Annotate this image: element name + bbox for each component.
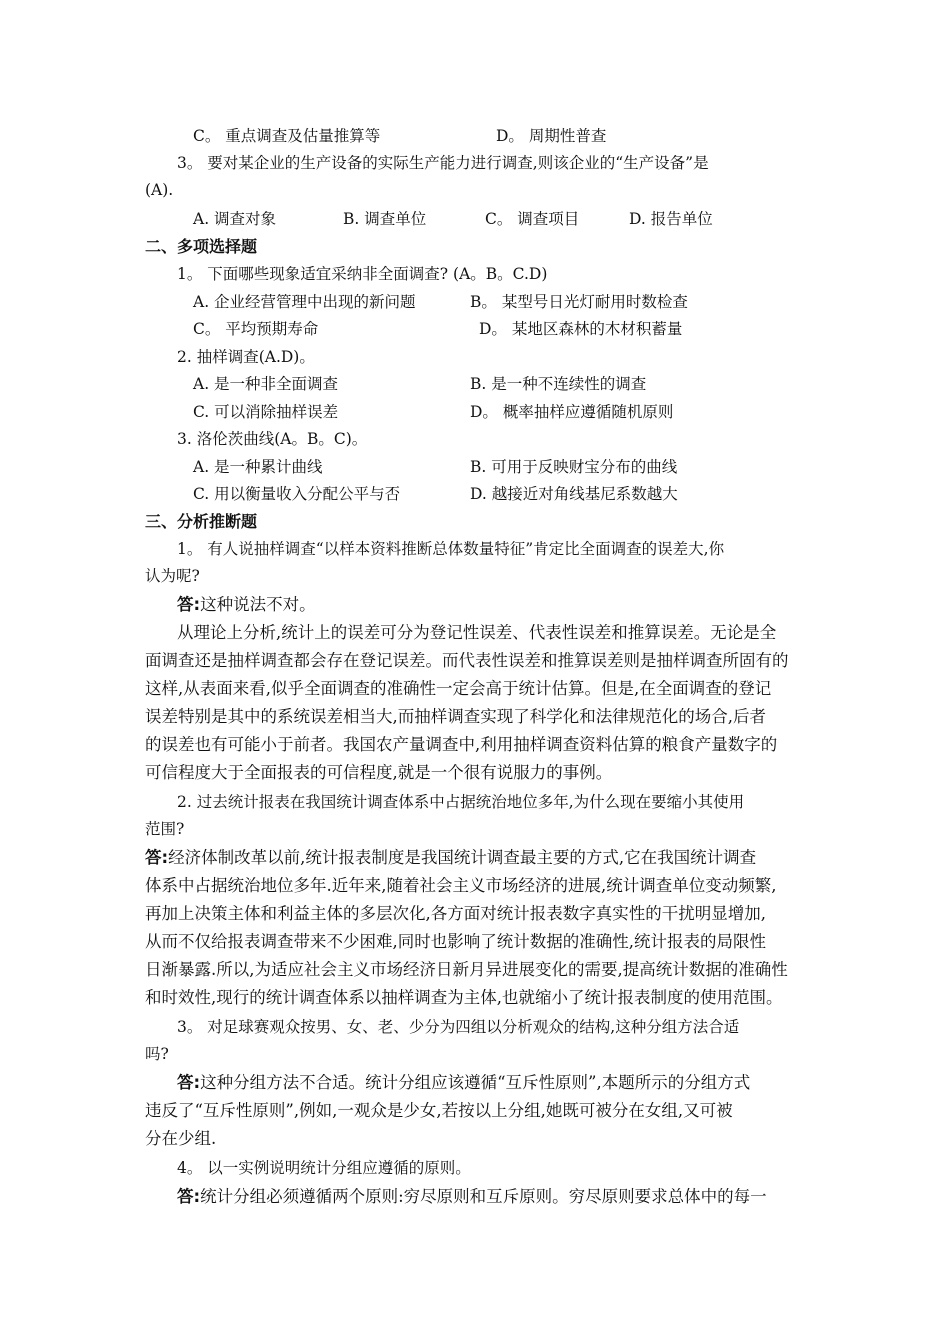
question-text: 范围?: [145, 820, 185, 838]
answer-label: 答:: [177, 1073, 201, 1092]
answer-text: 从理论上分析,统计上的误差可分为登记性误差、代表性误差和推算误差。无论是全: [177, 623, 777, 642]
option-c: C。 平均预期寿命: [193, 320, 319, 338]
question-text: 1。 有人说抽样调查“以样本资料推断总体数量特征”肯定比全面调查的误差大,你: [177, 540, 725, 558]
option-c: C. 用以衡量收入分配公平与否: [193, 485, 401, 503]
answer-text: 分在少组.: [145, 1129, 217, 1148]
option-a: A. 是一种累计曲线: [193, 458, 323, 476]
answer-line: [177, 595, 316, 615]
answer-label: 答:: [145, 848, 169, 867]
option-b: B。 某型号日光灯耐用时数检查: [470, 293, 688, 311]
answer-text: 的误差也有可能小于前者。我国农产量调查中,利用抽样调查资料估算的粮食产量数字的: [145, 735, 778, 754]
option-a: A. 是一种非全面调查: [193, 375, 339, 393]
option-c: C。 调查项目: [485, 210, 580, 228]
answer-text: 统计分组必须遵循两个原则:穷尽原则和互斥原则。穷尽原则要求总体中的每一: [200, 1187, 767, 1206]
option-d: D。 周期性普查: [496, 127, 607, 145]
answer-text: 这种说法不对。: [200, 595, 316, 614]
option-d: D. 越接近对角线基尼系数越大: [470, 485, 678, 503]
option-a: A. 调查对象: [193, 210, 277, 228]
answer-text: 再加上决策主体和利益主体的多层次化,各方面对统计报表数字真实性的干扰明显增加,: [145, 904, 766, 923]
question-text: (A).: [145, 181, 174, 199]
question-text: 2. 过去统计报表在我国统计调查体系中占据统治地位多年,为什么现在要缩小其使用: [177, 793, 745, 811]
option-c: C. 可以消除抽样误差: [193, 403, 339, 421]
option-d: D。 某地区森林的木材积蓄量: [479, 320, 683, 338]
answer-line: [145, 848, 756, 868]
answer-text: 和时效性,现行的统计调查体系以抽样调查为主体,也就缩小了统计报表制度的使用范围。: [145, 988, 783, 1007]
answer-text: 误差特别是其中的系统误差相当大,而抽样调查实现了科学化和法律规范化的场合,后者: [145, 707, 766, 726]
option-b: B. 是一种不连续性的调查: [470, 375, 647, 393]
answer-text: 违反了“互斥性原则”,例如,一观众是少女,若按以上分组,她既可被分在女组,又可被: [145, 1101, 733, 1120]
question-text: 3。 对足球赛观众按男、女、老、少分为四组以分析观众的结构,这种分组方法合适: [177, 1018, 740, 1036]
question-text: 3. 洛伦茨曲线(A。B。C)。: [177, 430, 368, 448]
answer-text: 这样,从表面来看,似乎全面调查的准确性一定会高于统计估算。但是,在全面调查的登记: [145, 679, 772, 698]
question-text: 3。 要对某企业的生产设备的实际生产能力进行调查,则该企业的“生产设备”是: [177, 154, 709, 172]
question-text: 1。 下面哪些现象适宜采纳非全面调查? (A。B。C.D): [177, 265, 548, 283]
answer-label: 答:: [177, 595, 201, 614]
option-c: C。 重点调查及估量推算等: [193, 127, 381, 145]
answer-text: 体系中占据统治地位多年.近年来,随着社会主义市场经济的进展,统计调查单位变动频繁,: [145, 876, 777, 895]
answer-label: 答:: [177, 1187, 201, 1206]
answer-text: 可信程度大于全面报表的可信程度,就是一个很有说服力的事例。: [145, 763, 613, 782]
option-d: D。 概率抽样应遵循随机原则: [470, 403, 674, 421]
option-b: B. 可用于反映财宝分布的曲线: [470, 458, 678, 476]
answer-text: 从而不仅给报表调查带来不少困难,同时也影响了统计数据的准确性,统计报表的局限性: [145, 932, 766, 951]
question-text: 2. 抽样调查(A.D)。: [177, 348, 315, 366]
answer-line: [177, 1187, 767, 1207]
question-text: 4。 以一实例说明统计分组应遵循的原则。: [177, 1159, 471, 1177]
answer-line: [177, 1073, 750, 1093]
option-d: D. 报告单位: [629, 210, 713, 228]
section-heading: 二、多项选择题: [145, 237, 258, 256]
answer-text: 经济体制改革以前,统计报表制度是我国统计调查最主要的方式,它在我国统计调查: [168, 848, 757, 867]
option-a: A. 企业经营管理中出现的新问题: [193, 293, 416, 311]
answer-text: 日渐暴露.所以,为适应社会主义市场经济日新月异进展变化的需要,提高统计数据的准确性: [145, 960, 788, 979]
question-text: 认为呢?: [145, 567, 200, 585]
option-b: B. 调查单位: [343, 210, 427, 228]
question-text: 吗?: [145, 1045, 169, 1063]
answer-text: 面调查还是抽样调查都会存在登记误差。而代表性误差和推算误差则是抽样调查所固有的: [145, 651, 789, 670]
answer-text: 这种分组方法不合适。统计分组应该遵循“互斥性原则”,本题所示的分组方式: [200, 1073, 751, 1092]
section-heading: 三、分析推断题: [145, 512, 258, 531]
